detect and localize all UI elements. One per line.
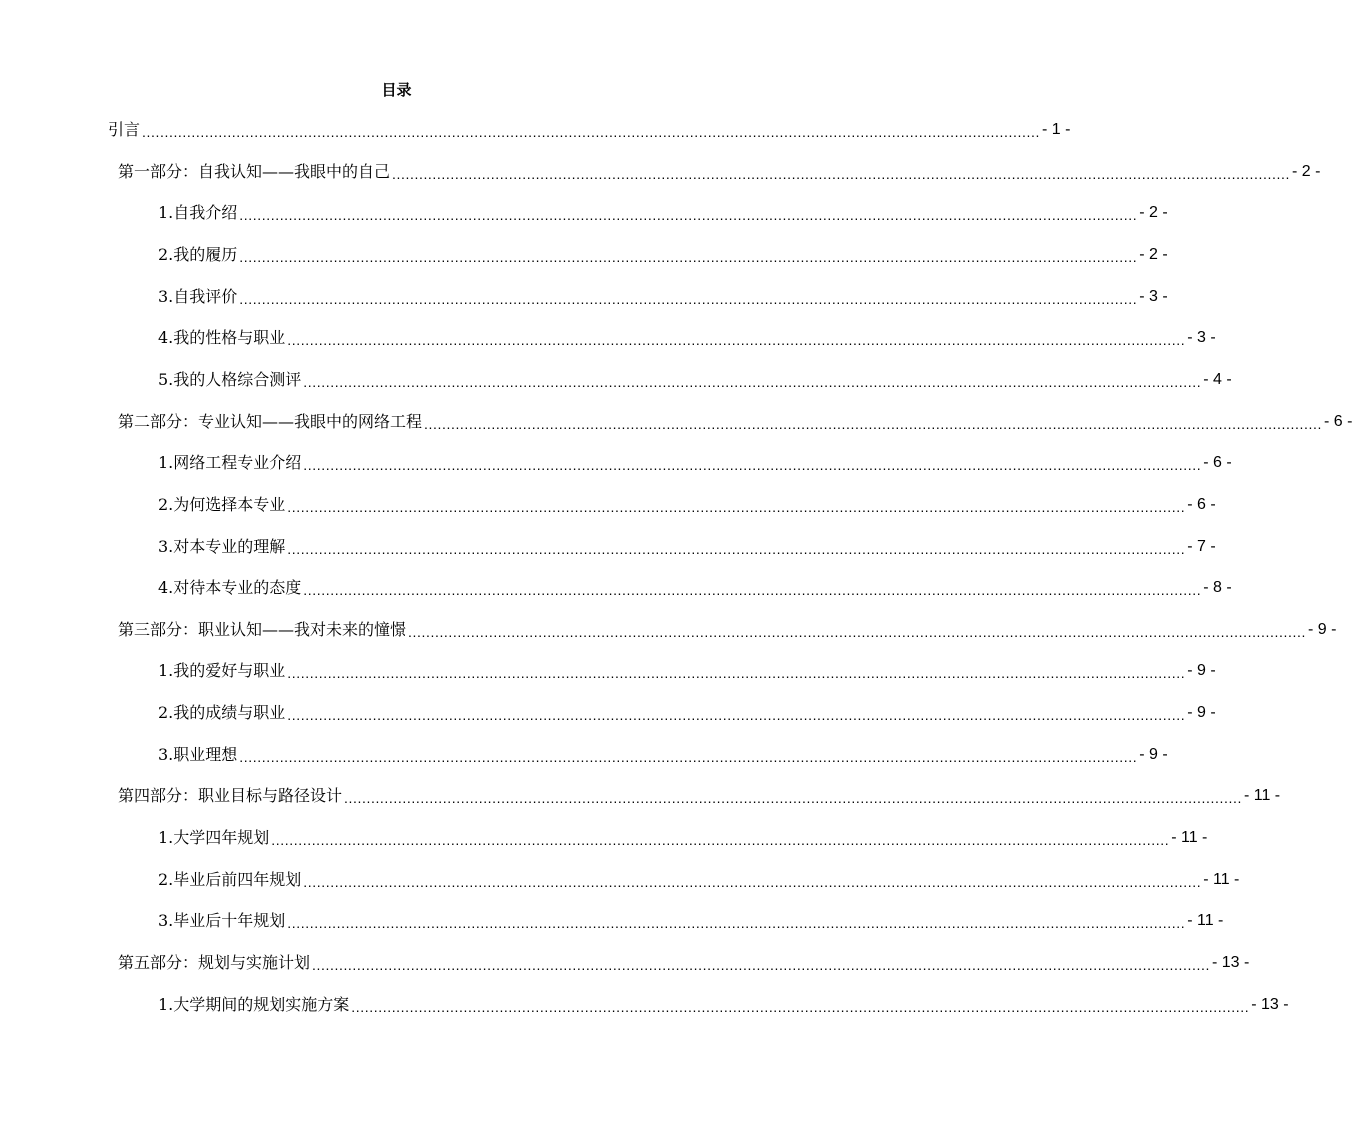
toc-entry[interactable] [118, 783, 1281, 807]
toc-entry-title: 2.我的履历 [158, 244, 238, 264]
toc-entry-title: 2.毕业后前四年规划 [158, 869, 302, 889]
toc-entry-page-number: - 2 - [1139, 204, 1168, 222]
toc-entry-page-number: - 2 - [1139, 245, 1168, 263]
toc-entry-page-number: - 3 - [1187, 329, 1216, 347]
toc-entry[interactable] [158, 284, 1168, 308]
toc-entry-title: 2.为何选择本专业 [158, 494, 286, 514]
toc-leader-dots: ........................................................................................................................................................................................................ [408, 623, 1306, 640]
toc-entry-title: 3.自我评价 [158, 286, 238, 306]
toc-entry-title: 1.大学四年规划 [158, 828, 270, 848]
toc-leader-dots: ........................................................................................................................................................................................................ [424, 415, 1322, 432]
toc-entry[interactable] [158, 908, 1224, 932]
toc-entry[interactable] [118, 159, 1321, 183]
toc-entry-title: 3.对本专业的理解 [158, 536, 286, 556]
toc-leader-dots: ........................................................................................................................................................................................................ [312, 957, 1210, 973]
toc-entry-title: 1.网络工程专业介绍 [158, 453, 302, 473]
toc-entry[interactable] [158, 367, 1232, 391]
toc-entry-page-number: - 6 - [1203, 454, 1232, 472]
toc-entry-page-number: - 1 - [1041, 121, 1071, 138]
toc-entry-title: 4.对待本专业的态度 [158, 578, 302, 598]
toc-leader-dots: ........................................................................................................................................................................................................ [271, 832, 1170, 849]
toc-entry[interactable] [118, 409, 1352, 433]
toc-entry-title: 1.我的爱好与职业 [158, 661, 286, 681]
toc-entry-page-number: - 13 - [1251, 995, 1289, 1013]
toc-entry-title: 1.自我介绍 [158, 203, 238, 223]
toc-leader-dots: ........................................................................................................................................................................................................ [287, 498, 1186, 515]
toc-leader-dots: ........................................................................................................................................................................................................ [239, 748, 1138, 765]
toc-entry-title: 第五部分：规划与实施计划 [118, 953, 311, 972]
toc-entry[interactable] [118, 617, 1337, 641]
toc-leader-dots: ........................................................................................................................................................................................................ [239, 290, 1138, 307]
toc-entry-page-number: - 4 - [1203, 370, 1232, 388]
toc-leader-dots: ........................................................................................................................................................................................................ [142, 124, 1040, 140]
toc-entry-page-number: - 6 - [1323, 412, 1352, 430]
toc-entry[interactable] [158, 492, 1216, 516]
toc-entry[interactable] [158, 825, 1208, 849]
toc-entry[interactable] [158, 992, 1289, 1016]
toc-leader-dots: ........................................................................................................................................................................................................ [303, 873, 1202, 890]
toc-entry-page-number: - 11 - [1187, 912, 1224, 930]
toc-leader-dots: ........................................................................................................................................................................................................ [287, 332, 1186, 349]
toc-entry-title: 第一部分：自我认知——我眼中的自己 [118, 161, 391, 181]
toc-entry-page-number: - 9 - [1307, 620, 1337, 638]
toc-entry[interactable] [158, 325, 1216, 349]
toc-entry-title: 2.我的成绩与职业 [158, 703, 286, 723]
toc-entry-page-number: - 9 - [1187, 704, 1216, 722]
toc-entry[interactable] [158, 200, 1168, 224]
toc-entry-title: 引言 [108, 120, 141, 139]
toc-entry-page-number: - 7 - [1187, 537, 1216, 555]
toc-entry[interactable] [118, 950, 1250, 974]
toc-leader-dots: ........................................................................................................................................................................................................ [287, 540, 1186, 557]
toc-entry[interactable] [158, 575, 1232, 599]
toc-entry-page-number: - 9 - [1187, 662, 1216, 680]
toc-entry[interactable] [158, 242, 1168, 266]
toc-entry-page-number: - 11 - [1203, 870, 1240, 888]
toc-entry-page-number: - 9 - [1139, 745, 1168, 763]
toc-leader-dots: ........................................................................................................................................................................................................ [392, 165, 1290, 182]
toc-entry-title: 第二部分：专业认知——我眼中的网络工程 [118, 411, 423, 431]
toc-entry-title: 1.大学期间的规划实施方案 [158, 994, 350, 1014]
toc-entry[interactable] [158, 742, 1168, 766]
toc-leader-dots: ........................................................................................................................................................................................................ [303, 582, 1202, 599]
toc-entry-title: 3.职业理想 [158, 744, 238, 764]
toc-entry[interactable] [158, 450, 1232, 474]
toc-entry[interactable] [158, 658, 1216, 682]
toc-entry-page-number: - 6 - [1187, 495, 1216, 513]
toc-entry-title: 第三部分：职业认知——我对未来的憧憬 [118, 619, 407, 639]
toc-leader-dots: ........................................................................................................................................................................................................ [239, 248, 1138, 265]
toc-entry[interactable] [158, 867, 1240, 891]
toc-entry-page-number: - 3 - [1139, 287, 1168, 305]
toc-entry[interactable] [158, 534, 1216, 558]
toc-leader-dots: ........................................................................................................................................................................................................ [344, 790, 1242, 807]
toc-entry-page-number: - 8 - [1203, 579, 1232, 597]
toc-entry-page-number: - 13 - [1211, 954, 1250, 971]
toc-entry-page-number: - 11 - [1171, 829, 1208, 847]
toc-entry-title: 5.我的人格综合测评 [158, 369, 302, 389]
toc-leader-dots: ........................................................................................................................................................................................................ [239, 207, 1138, 224]
toc-title: 目录 [381, 81, 412, 99]
toc-leader-dots: ........................................................................................................................................................................................................ [303, 373, 1202, 390]
toc-entry-page-number: - 11 - [1243, 787, 1281, 805]
toc-entry[interactable] [158, 700, 1216, 724]
toc-leader-dots: ........................................................................................................................................................................................................ [287, 665, 1186, 682]
toc-leader-dots: ........................................................................................................................................................................................................ [303, 457, 1202, 474]
toc-leader-dots: ........................................................................................................................................................................................................ [287, 707, 1186, 724]
toc-entry-title: 4.我的性格与职业 [158, 328, 286, 348]
toc-entry[interactable] [108, 117, 1071, 141]
toc-leader-dots: ........................................................................................................................................................................................................ [287, 915, 1186, 932]
toc-entry-title: 3.毕业后十年规划 [158, 911, 286, 931]
toc-entry-title: 第四部分：职业目标与路径设计 [118, 786, 343, 806]
toc-leader-dots: ........................................................................................................................................................................................................ [351, 998, 1250, 1015]
toc-entry-page-number: - 2 - [1291, 162, 1321, 180]
